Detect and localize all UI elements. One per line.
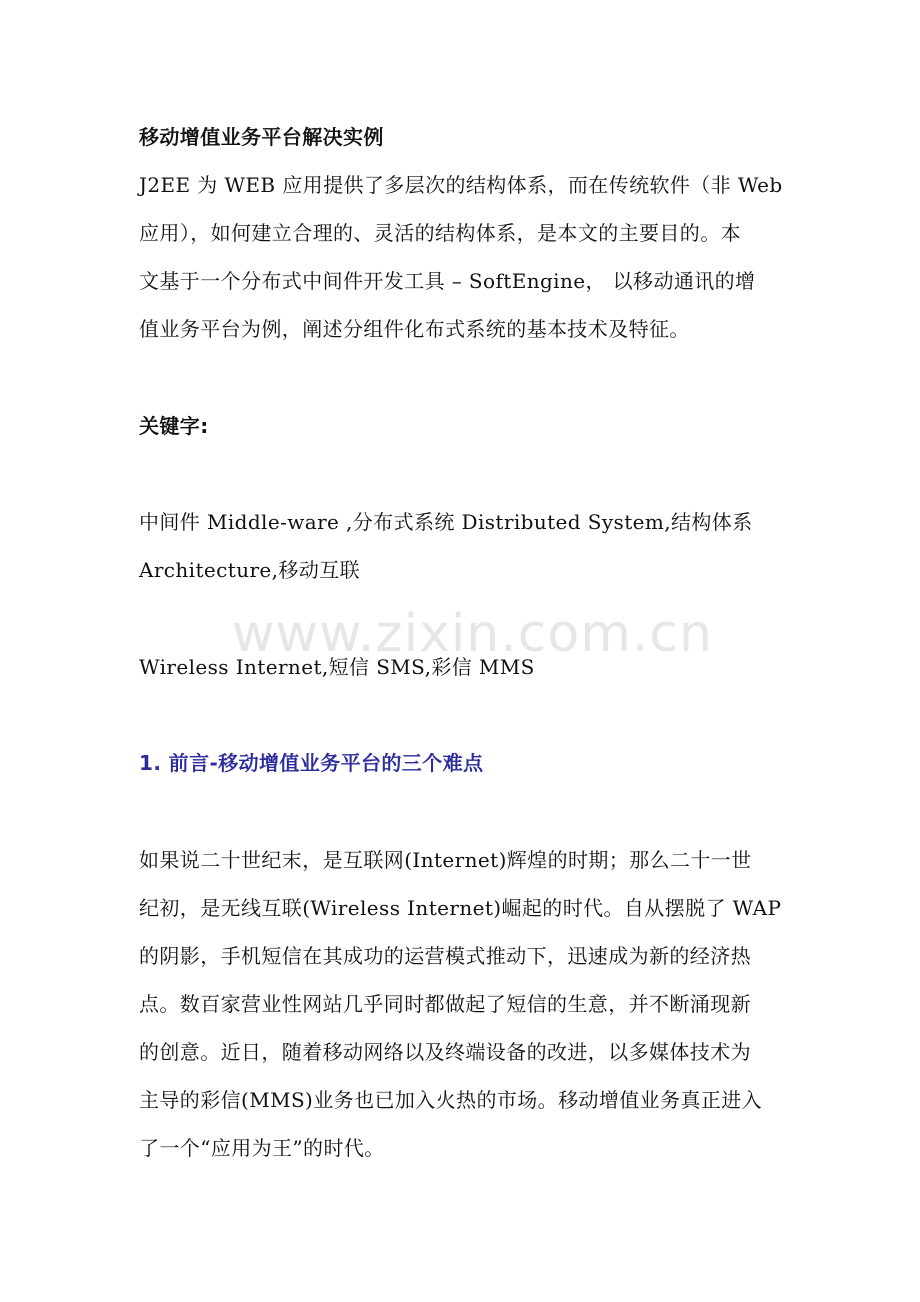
section-1-line-7: 了一个“应用为王”的时代。 — [139, 1136, 385, 1160]
section-1-line-3: 的阴影，手机短信在其成功的运营模式推动下，迅速成为新的经济热 — [139, 944, 751, 968]
abstract-line-4: 值业务平台为例，阐述分组件化布式系统的基本技术及特征。 — [139, 317, 690, 341]
document-title: 移动增值业务平台解决实例 — [139, 125, 384, 149]
section-1-line-1: 如果说二十世纪末，是互联网(Internet)辉煌的时期；那么二十一世 — [139, 848, 752, 872]
keywords-heading: 关键字: — [139, 414, 209, 438]
abstract-line-3: 文基于一个分布式中间件开发工具 – SoftEngine， 以移动通讯的增 — [139, 269, 756, 293]
section-1-line-2: 纪初，是无线互联(Wireless Internet)崛起的时代。自从摆脱了 WAP — [139, 896, 782, 920]
section-1-line-5: 的创意。近日，随着移动网络以及终端设备的改进，以多媒体技术为 — [139, 1040, 751, 1064]
keywords-line-2: Architecture,移动互联 — [139, 558, 361, 582]
watermark: www.zixin.com.cn — [232, 604, 713, 664]
section-1-line-4: 点。数百家营业性网站几乎同时都做起了短信的生意，并不断涌现新 — [139, 992, 751, 1016]
section-1-line-6: 主导的彩信(MMS)业务也已加入火热的市场。移动增值业务真正进入 — [139, 1088, 763, 1112]
section-1-heading: 1. 前言-移动增值业务平台的三个难点 — [139, 751, 484, 775]
abstract-line-1: J2EE 为 WEB 应用提供了多层次的结构体系，而在传统软件（非 Web — [139, 173, 783, 197]
keywords-line-3: Wireless Internet,短信 SMS,彩信 MMS — [139, 655, 535, 679]
keywords-line-1: 中间件 Middle-ware ,分布式系统 Distributed System,结构体系 — [139, 510, 753, 534]
abstract-line-2: 应用），如何建立合理的、灵活的结构体系，是本文的主要目的。本 — [139, 221, 741, 245]
